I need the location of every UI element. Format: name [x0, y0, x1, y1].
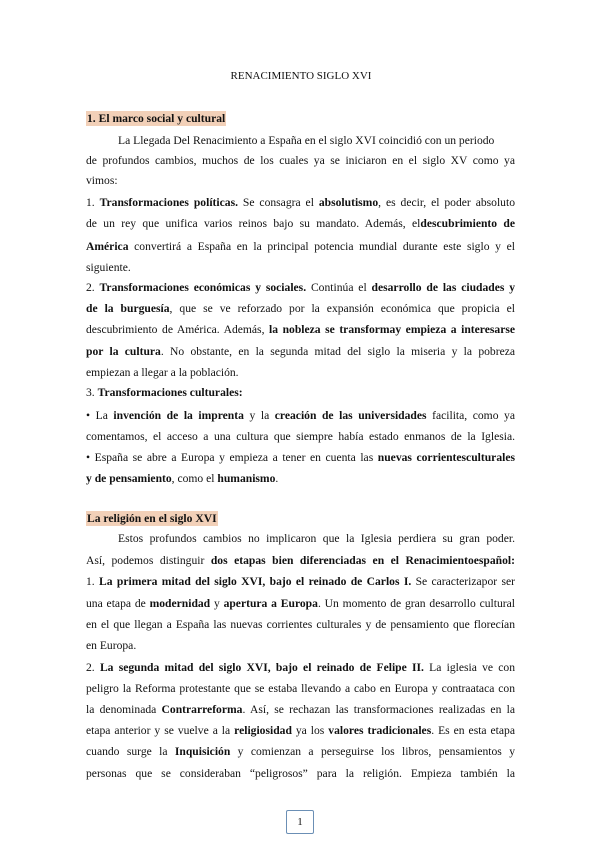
text-run: Continúa el	[306, 281, 372, 294]
bold-text: nuevas corrientesculturales	[377, 451, 515, 464]
text-line	[86, 661, 515, 675]
text-run: , es decir, el poder absoluto	[378, 196, 515, 209]
bold-text: modernidad	[149, 597, 211, 610]
text-line	[86, 240, 515, 254]
text-run: La iglesia ve con	[423, 661, 516, 674]
bold-text: invención de la imprenta	[113, 409, 244, 422]
text-run: • España se abre a Europa y empieza a tener en cuenta las	[86, 451, 378, 464]
text-line	[86, 154, 515, 168]
text-line	[86, 174, 118, 188]
text-run: de profundos cambios, muchos de los cuales ya se iniciaron en el siglo XV como ya	[86, 154, 515, 167]
text-line	[86, 575, 515, 589]
heading-marker-text: 1. El marco social y cultural	[87, 112, 226, 125]
text-line	[86, 261, 131, 275]
text-run: Estos profundos cambios no implicaron que la Iglesia perdiera su gran poder.	[118, 532, 515, 545]
text-line	[86, 618, 515, 632]
bold-text: humanismo	[217, 472, 276, 485]
text-line	[86, 745, 515, 759]
bold-text: Transformaciones políticas.	[99, 196, 238, 209]
bold-text: Transformaciones económicas y sociales.	[99, 281, 307, 294]
text-run: cuando surge la	[86, 745, 175, 758]
bold-text: descubrimiento de	[420, 217, 516, 230]
bold-text: por la cultura	[86, 345, 161, 358]
text-run: en Europa.	[86, 639, 137, 652]
text-line	[86, 386, 243, 400]
text-run: una etapa de	[86, 597, 150, 610]
bold-text: Transformaciones culturales:	[97, 386, 243, 399]
text-run: comentamos, el acceso a una cultura que siempre había estado enmanos de la Iglesia.	[86, 430, 515, 443]
text-run: 2.	[86, 661, 100, 674]
text-line	[118, 134, 494, 148]
page-title: RENACIMIENTO SIGLO XVI	[230, 70, 372, 82]
bold-text: creación de las universidades	[274, 409, 427, 422]
text-run: , que se ve reforzado por la expansión económica que propicia el	[169, 302, 516, 315]
text-run: y	[210, 597, 224, 610]
text-line	[86, 345, 515, 359]
text-line	[86, 554, 515, 568]
text-run: . No obstante, en la segunda mitad del siglo la miseria y la pobreza	[160, 345, 516, 358]
text-run: etapa anterior y se vuelve a la	[86, 724, 235, 737]
text-line	[86, 323, 515, 337]
text-line	[86, 302, 515, 316]
bold-text: desarrollo de las ciudades y	[371, 281, 516, 294]
text-line	[86, 639, 136, 653]
text-run: Se consagra el	[237, 196, 319, 209]
text-run: la denominada	[86, 703, 162, 716]
bold-text: Contrarreforma	[161, 703, 243, 716]
text-run: , como el	[171, 472, 218, 485]
text-run: y comienzan a perseguirse los libros, pensamientos y	[230, 745, 515, 758]
bold-text: religiosidad	[234, 724, 292, 737]
bold-text: América	[86, 240, 129, 253]
text-run: Se caracterizapor ser	[411, 575, 515, 588]
text-run: . Un momento de gran desarrollo cultural	[317, 597, 515, 610]
text-line	[86, 217, 515, 231]
text-run: 2.	[86, 281, 100, 294]
text-line	[86, 281, 515, 295]
bold-text: y de pensamiento	[86, 472, 172, 485]
heading-marker-text: La religión en el siglo XVI	[87, 512, 217, 525]
text-run: 1.	[86, 196, 100, 209]
text-run: 1.	[86, 575, 100, 588]
text-line	[86, 597, 515, 611]
text-run: La Llegada Del Renacimiento a España en el siglo XVI coincidió con un periodo	[118, 134, 495, 147]
text-line	[86, 430, 515, 444]
text-run: vimos:	[86, 174, 118, 187]
bold-text: apertura a Europa	[223, 597, 318, 610]
bold-text: La segunda mitad del siglo XVI, bajo el reinado de Felipe II.	[99, 661, 424, 674]
text-run: 3.	[86, 386, 98, 399]
text-run: empiezan a llegar a la población.	[86, 366, 239, 379]
text-run: Así, podemos distinguir	[86, 554, 211, 567]
text-line	[86, 767, 515, 781]
text-run: siguiente.	[86, 261, 131, 274]
bold-text: dos etapas bien diferenciadas en el Renacimientoespañol:	[210, 554, 515, 567]
text-run: descubrimiento de América. Además,	[86, 323, 270, 336]
bold-text: de la burguesía	[86, 302, 170, 315]
text-run: facilita, como ya	[426, 409, 516, 422]
text-run: de un rey que unifica varios reinos bajo su mandato. Además, el	[86, 217, 421, 230]
bold-text: absolutismo	[318, 196, 379, 209]
bold-text: la nobleza se transformay empieza a interesarse	[269, 323, 515, 336]
text-run: en el que llegan a España las nuevas corrientes culturales y de pensamiento que florecían	[86, 618, 515, 631]
text-run: • La	[86, 409, 114, 422]
text-line	[86, 703, 515, 717]
text-line	[86, 409, 515, 423]
text-line	[86, 366, 239, 380]
section-heading	[86, 512, 218, 526]
text-run: .	[275, 472, 279, 485]
text-run: y la	[243, 409, 275, 422]
text-line	[86, 724, 515, 738]
page-number: 1	[286, 810, 314, 834]
text-line	[86, 682, 515, 696]
text-line	[118, 532, 515, 546]
bold-text: valores tradicionales	[328, 724, 432, 737]
text-run: . Así, se rechazan las transformaciones realizadas en la	[242, 703, 515, 716]
text-line	[86, 451, 515, 465]
text-run: peligro la Reforma protestante que se estaba llevando a cabo en Europa y contraataca con	[86, 682, 515, 695]
bold-text: La primera mitad del siglo XVI, bajo el reinado de Carlos I.	[99, 575, 412, 588]
text-run: ya los	[291, 724, 329, 737]
text-run: . Es en esta etapa	[431, 724, 515, 737]
text-line	[86, 472, 278, 486]
bold-text: Inquisición	[174, 745, 231, 758]
section-heading	[86, 112, 226, 126]
text-line	[86, 196, 515, 210]
text-run: personas que se consideraban “peligrosos” para la religión. Empieza también la	[86, 767, 515, 780]
text-run: convertirá a España en la principal potencia mundial durante este siglo y el	[128, 240, 515, 253]
